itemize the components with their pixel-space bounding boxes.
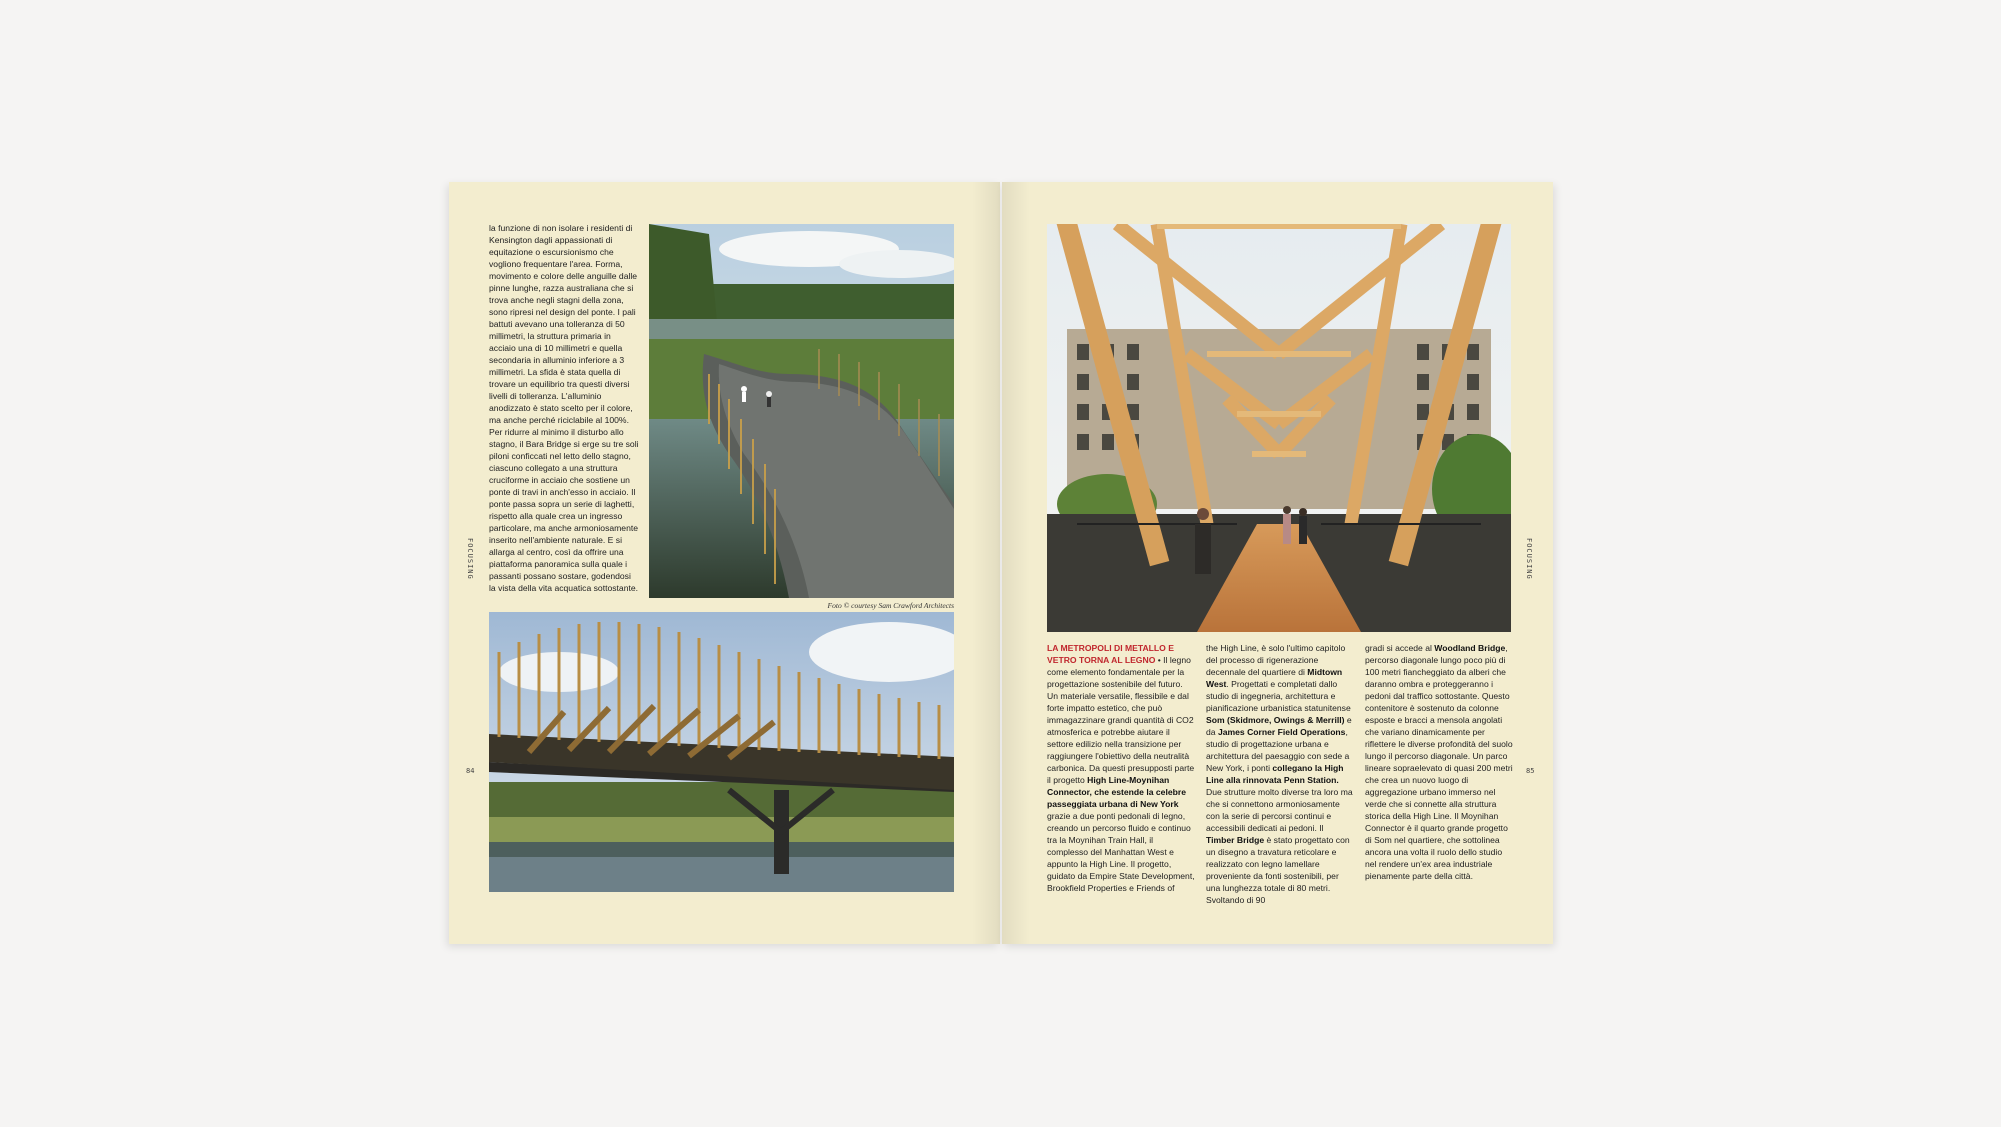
left-page [449,182,1000,944]
gutter-shadow [972,182,1000,944]
text-run: è stato progettato con un disegno a travatura reticolare e realizzato con legno lamellare proveniente da fonti sostenibili, per una lunghezza totale di 80 metri. Svoltando di 90 [1206,835,1350,905]
page-number: 85 [1526,767,1535,775]
photo-credit: Foto © courtesy Sam Crawford Architects [827,601,954,610]
page-number: 84 [466,767,475,775]
text-run: Due strutture molto diverse tra loro ma che si connettono armoniosamente con la serie di percorsi continui e accessibili dedicati ai pedoni. Il [1206,787,1353,833]
text-run: the High Line, è solo l'ultimo capitolo del processo di rigenerazione decennale del quartiere di [1206,643,1346,677]
text-run: e da [1206,715,1352,737]
photo-bridge-fins [489,612,954,892]
photo-timber-bridge [1047,224,1511,632]
section-heading: LA METROPOLI DI METALLO E VETRO TORNA AL LEGNO [1047,643,1174,665]
side-label: FOCUSING [466,538,474,580]
side-label: FOCUSING [1525,538,1533,580]
text-column-2 [1206,642,1354,906]
photo-boardwalk [649,224,954,598]
text-run-bold: James Corner Field Operations [1217,727,1346,737]
text-run: gradi si accede al [1365,643,1435,653]
text-run-bold: collegano la High Line alla rinnovata Penn Station. [1206,763,1344,785]
text-run-bold: Timber Bridge [1206,835,1265,845]
text-run: , percorso diagonale lungo poco più di 100 metri fiancheggiato da alberi che daranno ombra e proteggeranno i pedoni dal traffico sottostante. Questo contenitore è sostenuto da colonne esposte e bracci a mensola angolati che variano dinamicamente per riflettere le diverse profondità del suolo lungo il percorso diagonale. Un parco lineare sopraelevato di quasi 200 metri che crea un nuovo luogo di aggregazione urbano immerso nel verde che si connette alla struttura storica della High Line. Il Moynihan Connector è il quarto grande progetto di Som nel quartiere, che sottolinea ancora una volta il ruolo dello studio nel rendere un'ex area industriale pienamente parte della città. [1365,643,1513,881]
gutter-shadow [1002,182,1030,944]
text-run-bold: High Line-Moynihan Connector, che estende la celebre passeggiata urbana di New York [1047,775,1186,809]
text-column-1 [1047,642,1195,894]
text-column-3 [1365,642,1513,882]
text-run: . Progettati e completati dallo studio di ingegneria, architettura e pianificazione urbanistica statunitense [1206,679,1351,713]
body-text: la funzione di non isolare i residenti di Kensington dagli appassionati di equitazione o escursionismo che vogliono frequentare l'area. Forma, movimento e colore delle anguille dalle pinne lunghe, razza australiana che si trova anche negli stagni della zona, sono ripresi nel design del ponte. I pali battuti avevano una tolleranza di 50 millimetri, la struttura primaria in acciaio una di 10 millimetri e quella secondaria in alluminio inferiore a 3 millimetri. La sfida è stata quella di trovare un equilibrio tra questi diversi livelli di tolleranza. L'alluminio anodizzato è stato scelto per il colore, ma anche perché riciclabile al 100%. Per ridurre al minimo il disturbo allo stagno, il Bara Bridge si erge su tre soli piloni conficcati nel letto dello stagno, ciascuno collegato a una struttura cruciforme in acciaio che sostiene un ponte di travi in anch'esso in acciaio. Il ponte passa sopra un serie di laghetti, rispetto alla quale crea un ingresso particolare, ma anche armoniosamente inserito nell'ambiente naturale. E si allarga al centro, così da offrire una piattaforma panoramica sulla quale i passanti possano sostare, godendosi la vista della vita acquatica sottostante. [489,223,639,593]
text-run: grazie a due ponti pedonali di legno, creando un percorso fluido e continuo tra la Moynihan Train Hall, il complesso del Manhattan West e appunto la High Line. Il progetto, guidato da Empire State Development, Brookfield Properties e Friends of [1047,811,1195,893]
text-run-bold: Midtown West [1206,667,1343,689]
right-page [1002,182,1553,944]
text-run: • Il legno come elemento fondamentale per la progettazione sostenibile del futuro. Un materiale versatile, flessibile e dal forte impatto estetico, che può immagazzinare grandi quantità di CO2 atmosferica e potrebbe aiutare il settore edilizio nella transizione per raggiungere l'obiettivo della neutralità carbonica. Da questi presupposti parte il progetto [1047,655,1195,785]
text-run-bold: Woodland Bridge [1434,643,1506,653]
text-run: , studio di progettazione urbana e architettura del paesaggio con sede a New York, i ponti [1206,727,1350,773]
text-run-bold: Som (Skidmore, Owings & Merrill) [1206,715,1345,725]
magazine-spread [449,182,1553,944]
